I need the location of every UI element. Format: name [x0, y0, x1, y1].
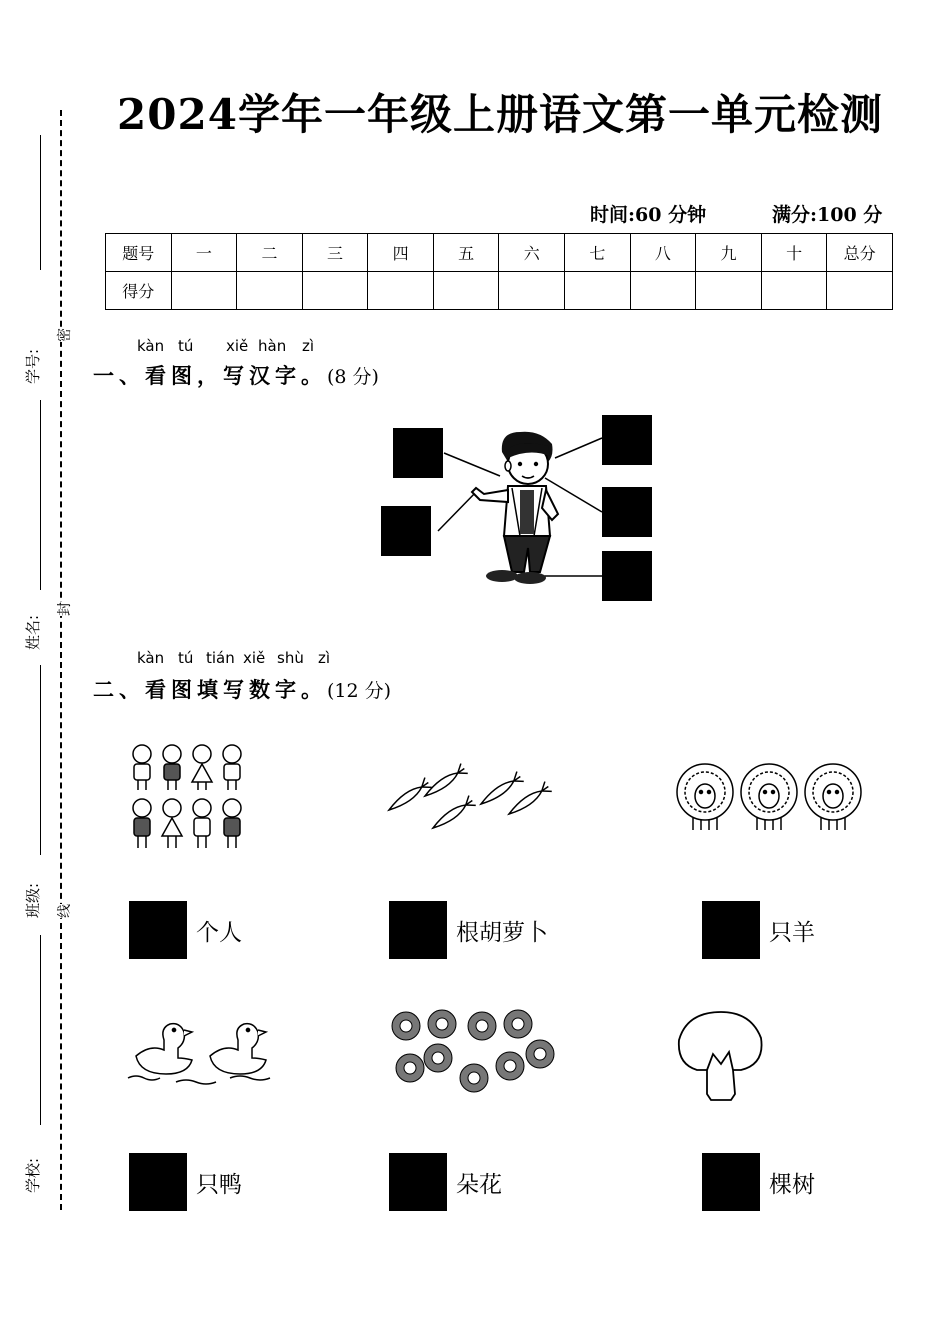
- writing-box[interactable]: [602, 487, 652, 537]
- seal-mi: 密: [52, 328, 76, 342]
- score-cell[interactable]: [237, 272, 303, 310]
- pinyin: tú: [178, 649, 194, 667]
- header-cell: 三: [302, 234, 368, 272]
- unit-label: 只鸭: [196, 1172, 242, 1198]
- full-score-label: 满分:100 分: [772, 204, 883, 226]
- pinyin: xiě: [243, 649, 266, 667]
- header-cell: 题号: [106, 234, 172, 272]
- score-cell[interactable]: [696, 272, 762, 310]
- header-cell: 八: [630, 234, 696, 272]
- pinyin: tián: [206, 649, 235, 667]
- header-cell: 五: [433, 234, 499, 272]
- score-cell[interactable]: [499, 272, 565, 310]
- score-table-score-row: [106, 272, 893, 310]
- answer-box[interactable]: [129, 1153, 187, 1211]
- header-cell: 十: [761, 234, 827, 272]
- name-label: 姓名:: [24, 614, 42, 650]
- writing-box-given: [602, 551, 652, 601]
- header-cell: 六: [499, 234, 565, 272]
- pinyin: kàn: [137, 337, 165, 355]
- header-cell: 总分: [827, 234, 893, 272]
- section-2-title: [93, 674, 391, 704]
- section-points: (8 分): [327, 366, 379, 388]
- answer-box[interactable]: [702, 901, 760, 959]
- pinyin: shù: [277, 649, 304, 667]
- time-label: 时间:60 分钟: [590, 204, 707, 226]
- score-cell[interactable]: [630, 272, 696, 310]
- page-title: 2024学年一年级上册语文第一单元检测: [117, 90, 883, 139]
- answer-box[interactable]: [389, 901, 447, 959]
- score-cell[interactable]: [368, 272, 434, 310]
- score-cell[interactable]: [433, 272, 499, 310]
- sheep-icon: [675, 760, 865, 832]
- flower-icon: [388, 1010, 560, 1098]
- section-points: (12 分): [327, 680, 392, 702]
- seal-xian: 线: [52, 904, 76, 918]
- margin-line: [40, 135, 41, 270]
- header-cell: 二: [237, 234, 303, 272]
- unit-label: 个人: [196, 920, 242, 946]
- writing-box[interactable]: [393, 428, 443, 478]
- answer-box[interactable]: [389, 1153, 447, 1211]
- unit-label: 棵树: [769, 1172, 815, 1198]
- pinyin: tú: [178, 337, 194, 355]
- score-cell[interactable]: [171, 272, 237, 310]
- pinyin: hàn: [258, 337, 287, 355]
- unit-label: 根胡萝卜: [456, 920, 548, 946]
- score-cell[interactable]: [761, 272, 827, 310]
- writing-box[interactable]: [381, 506, 431, 556]
- student-id-label: 学号:: [24, 348, 42, 384]
- margin-line: [40, 935, 41, 1125]
- answer-box[interactable]: [702, 1153, 760, 1211]
- answer-box[interactable]: [129, 901, 187, 959]
- score-cell[interactable]: [827, 272, 893, 310]
- seal-feng: 封: [52, 602, 76, 616]
- pinyin: kàn: [137, 649, 165, 667]
- duck-icon: [126, 1018, 274, 1088]
- given-character: 足: [612, 562, 642, 597]
- row-label: 得分: [106, 272, 172, 310]
- margin-line: [40, 665, 41, 855]
- section-title-text: 二、看图填写数字。: [93, 678, 327, 702]
- header-cell: 四: [368, 234, 434, 272]
- binding-dashed-line: [60, 110, 62, 1210]
- pinyin: zì: [302, 337, 315, 355]
- header-cell: 九: [696, 234, 762, 272]
- score-cell[interactable]: [565, 272, 631, 310]
- section-1-title: [93, 360, 379, 390]
- pinyin: zì: [318, 649, 331, 667]
- section-title-text: 一、看图，写汉字。: [93, 364, 327, 388]
- school-label: 学校:: [24, 1157, 42, 1193]
- score-table: [105, 233, 893, 310]
- score-table-header-row: [106, 234, 893, 272]
- unit-label: 只羊: [769, 920, 815, 946]
- header-cell: 七: [565, 234, 631, 272]
- class-label: 班级:: [24, 882, 42, 918]
- unit-label: 朵花: [456, 1172, 502, 1198]
- pinyin: xiě: [226, 337, 249, 355]
- people-icon: [128, 742, 246, 850]
- score-cell[interactable]: [302, 272, 368, 310]
- margin-line: [40, 400, 41, 590]
- writing-box[interactable]: [602, 415, 652, 465]
- tree-icon: [675, 1008, 767, 1102]
- carrot-icon: [385, 752, 560, 837]
- header-cell: 一: [171, 234, 237, 272]
